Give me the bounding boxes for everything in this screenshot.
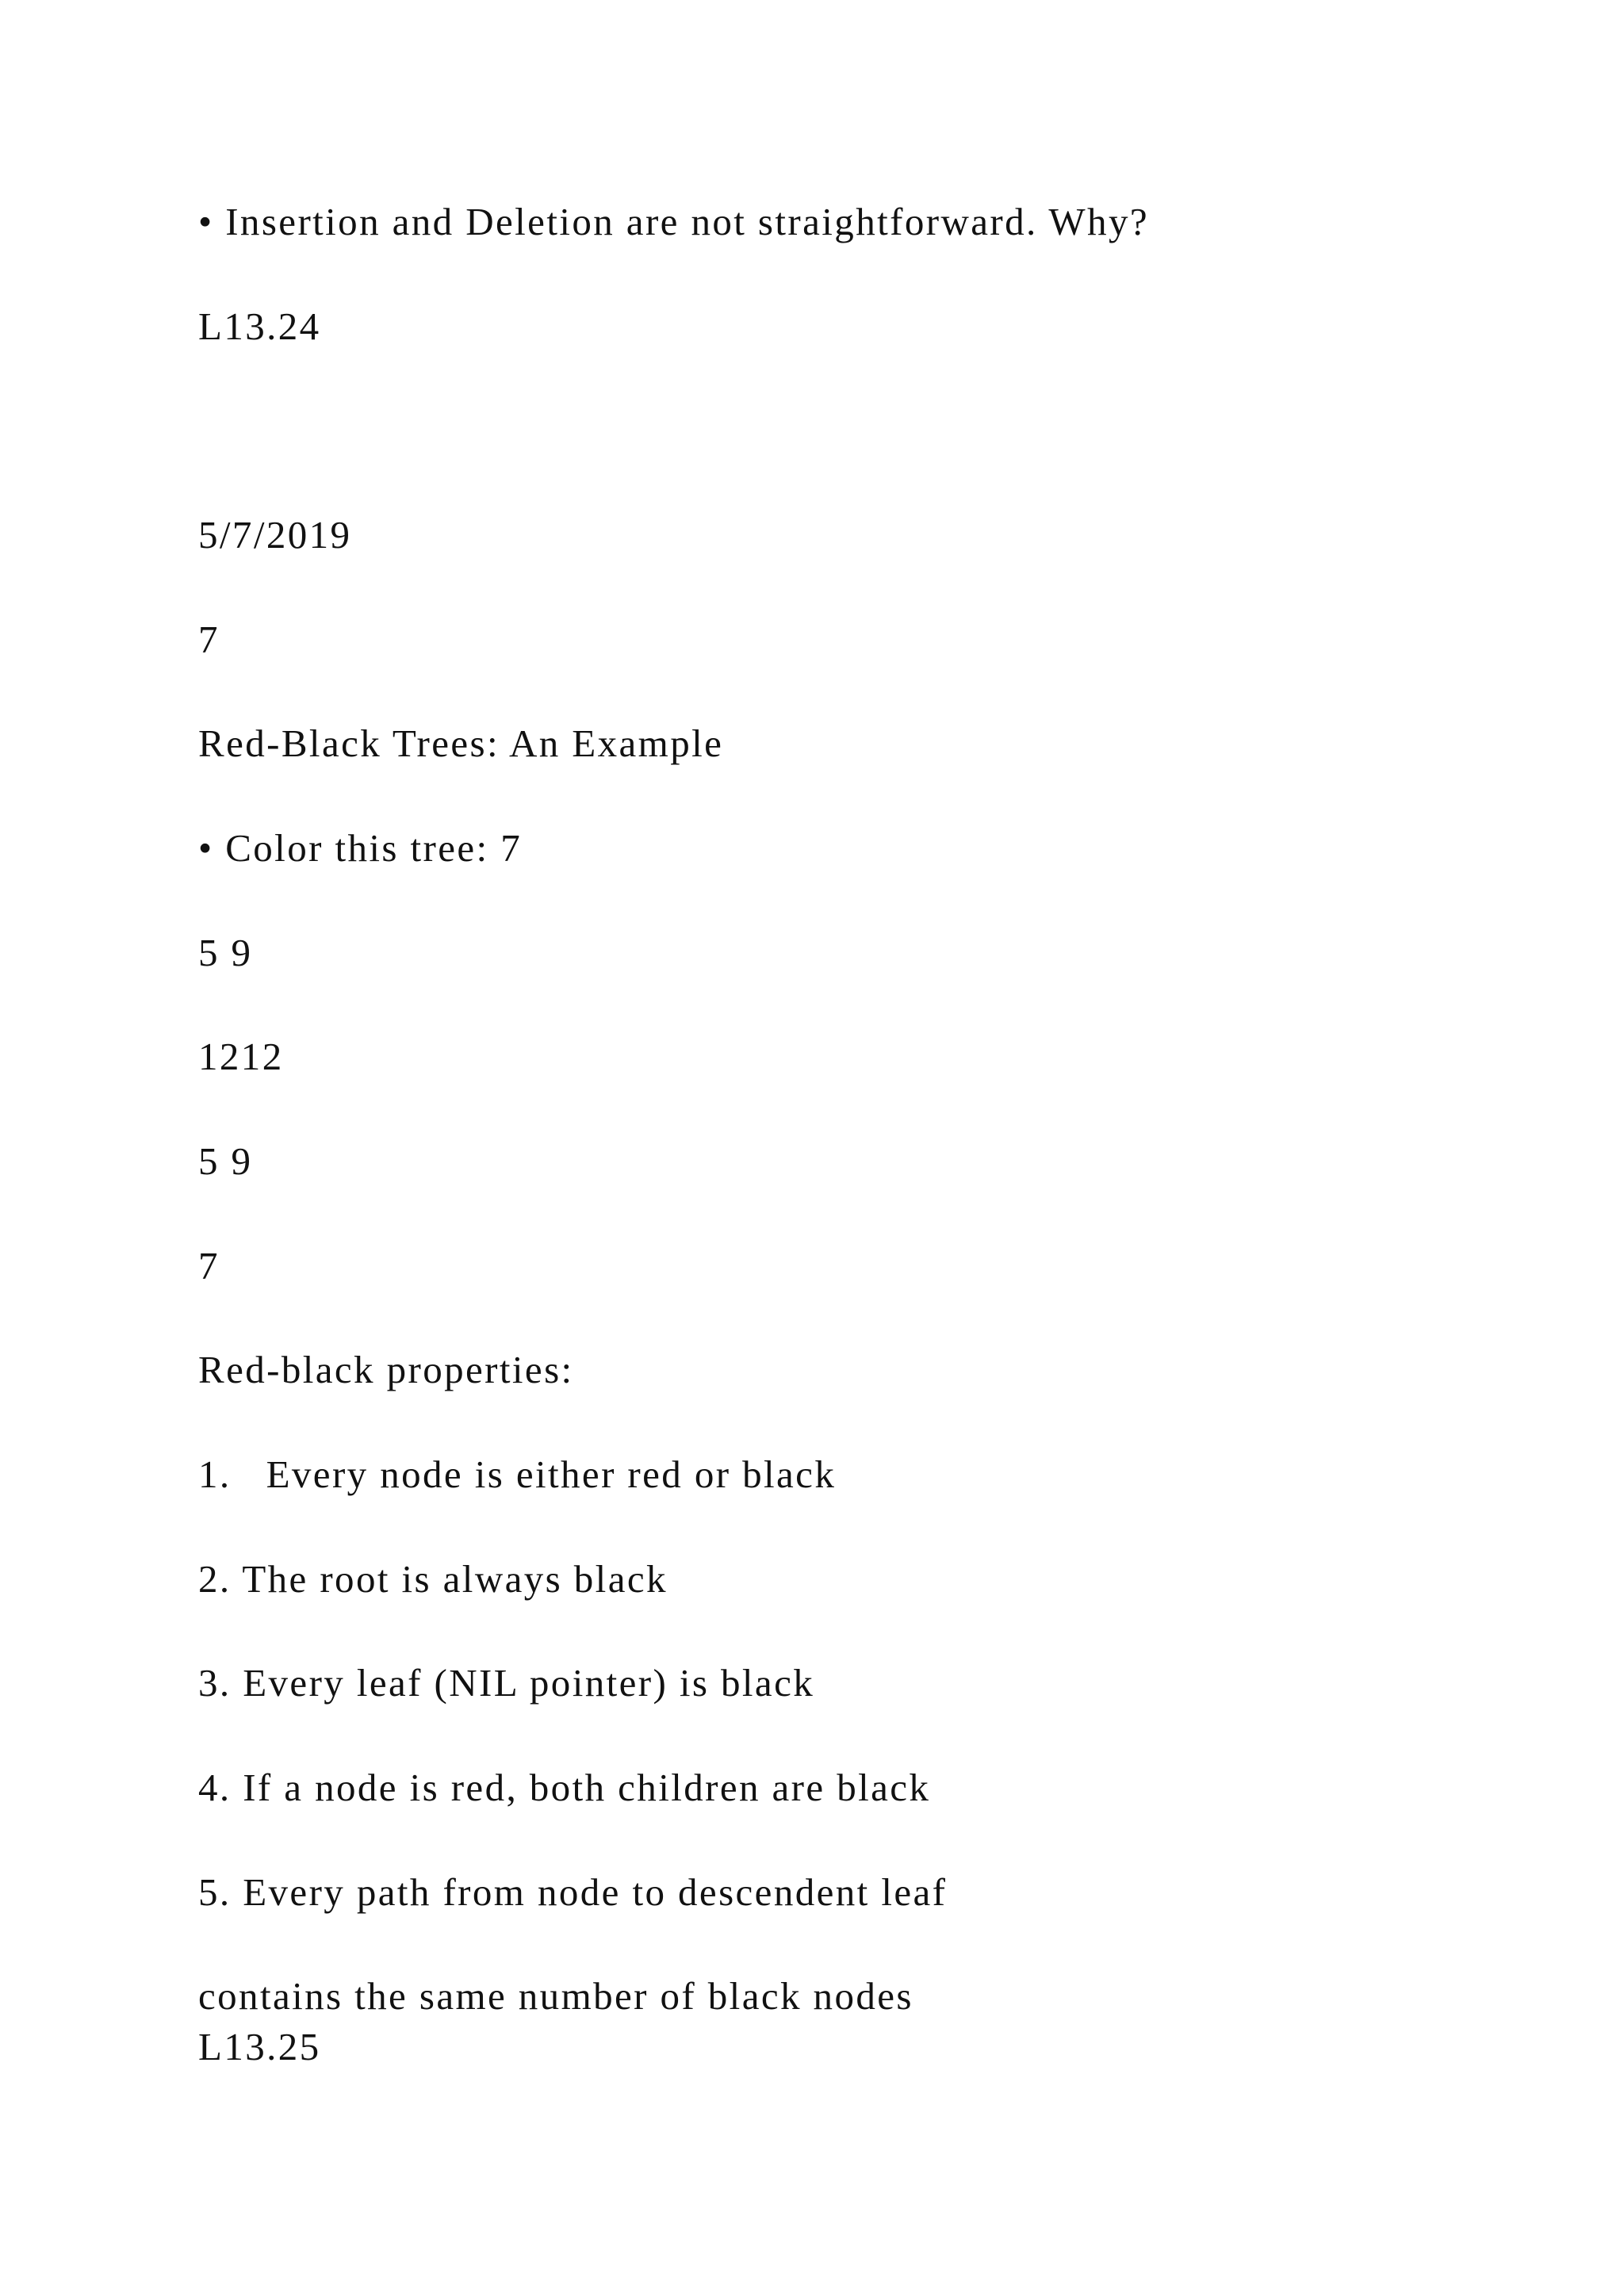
tree-row-4: 7 (198, 1244, 220, 1288)
slide-date: 5/7/2019 (198, 513, 352, 557)
bullet-insertion-deletion: • Insertion and Deletion are not straightforward. Why? (198, 200, 1150, 243)
tree-row-3: 5 9 (198, 1139, 253, 1183)
property-1-number: 1. (198, 1452, 232, 1496)
properties-heading: Red-black properties: (198, 1348, 574, 1391)
property-2: 2. The root is always black (198, 1557, 668, 1601)
slide-reference: L13.24 (198, 304, 321, 348)
property-1-text: Every node is either red or black (266, 1452, 837, 1496)
property-4: 4. If a node is red, both children are black (198, 1766, 931, 1809)
slide-reference-2: L13.25 (198, 2025, 321, 2068)
tree-row-2: 1212 (198, 1035, 284, 1078)
property-5: 5. Every path from node to descendent leaf (198, 1870, 948, 1914)
property-1 (198, 1451, 836, 1498)
property-5-continued: contains the same number of black nodes (198, 1974, 914, 2018)
bullet-color-tree: • Color this tree: 7 (198, 826, 523, 870)
slide-title: Red-Black Trees: An Example (198, 721, 724, 765)
tree-row-1: 5 9 (198, 931, 253, 974)
page-number: 7 (198, 618, 220, 661)
property-3: 3. Every leaf (NIL pointer) is black (198, 1661, 815, 1705)
